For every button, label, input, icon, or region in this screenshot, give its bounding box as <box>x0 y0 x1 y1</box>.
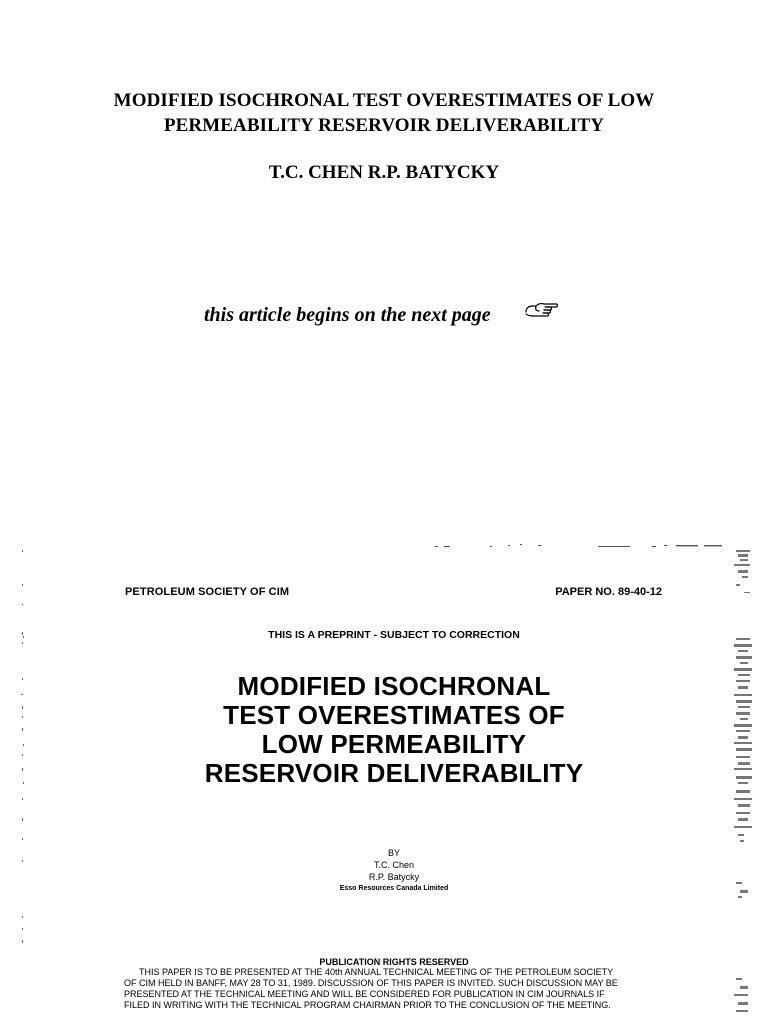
paper-number: PAPER NO. 89-40-12 <box>555 586 662 598</box>
next-page-notice: this article begins on the next page <box>204 304 491 326</box>
author-affiliation: Esso Resources Canada Limited <box>339 885 449 892</box>
paper-title-line: RESERVOIR DELIVERABILITY <box>204 758 584 788</box>
pointing-hand-icon <box>524 300 560 322</box>
paper-title-line: MODIFIED ISOCHRONAL <box>237 671 551 701</box>
cover-title <box>40 88 728 138</box>
cover-authors: T.C. CHEN R.P. BATYCKY <box>268 162 500 183</box>
author-name: T.C. Chen <box>373 860 415 870</box>
byline <box>0 847 768 895</box>
by-label: BY <box>387 848 400 858</box>
rights-line: PRESENTED AT THE TECHNICAL MEETING AND WILL BE CONSIDERED FOR PUBLICATION IN CIM JOURNALS IF <box>124 989 605 999</box>
paper-title-line: LOW PERMEABILITY <box>261 729 527 759</box>
rights-line: THIS PAPER IS TO BE PRESENTED AT THE 40th ANNUAL TECHNICAL MEETING OF THE PETROLEUM SOCIETY <box>139 967 614 977</box>
rights-line: FILED IN WRITING WITH THE TECHNICAL PROGRAM CHAIRMAN PRIOR TO THE CONCLUSION OF THE MEETING. <box>124 1000 611 1010</box>
society-name: PETROLEUM SOCIETY OF CIM <box>125 586 290 598</box>
rights-statement <box>124 967 668 1011</box>
rights-line: OF CIM HELD IN BANFF, MAY 28 TO 31, 1989. DISCUSSION OF THIS PAPER IS INVITED. SUCH DISCUSSION MAY BE <box>124 978 618 988</box>
cover-title-line: PERMEABILITY RESERVOIR DELIVERABILITY <box>163 115 605 136</box>
cover-title-line: MODIFIED ISOCHRONAL TEST OVERESTIMATES OF LOW <box>113 90 655 111</box>
paper-title <box>0 672 768 788</box>
scan-noise <box>430 542 730 550</box>
paper-title-line: TEST OVERESTIMATES OF <box>223 700 565 730</box>
rights-heading: PUBLICATION RIGHTS RESERVED <box>319 957 469 967</box>
author-name: R.P. Batycky <box>368 872 420 882</box>
preprint-notice: THIS IS A PREPRINT - SUBJECT TO CORRECTION <box>268 629 520 641</box>
